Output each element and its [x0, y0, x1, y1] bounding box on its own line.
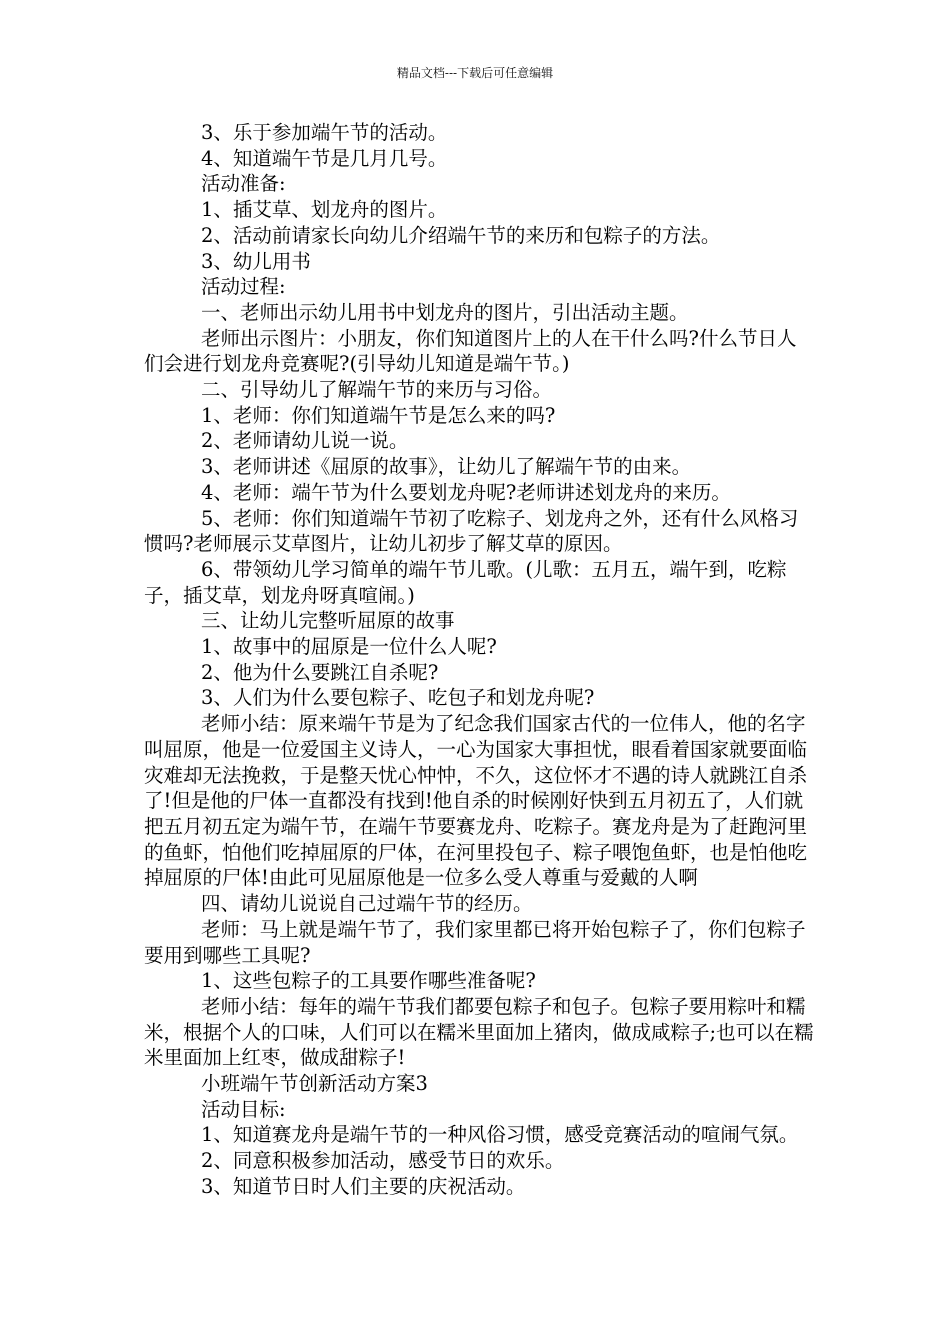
paragraph: 三、让幼儿完整听屈原的故事 [201, 609, 455, 633]
paragraph: 1、插艾草、划龙舟的图片。 [201, 198, 448, 222]
paragraph: 2、活动前请家长向幼儿介绍端午节的来历和包粽子的方法。 [201, 223, 721, 247]
paragraph: 5、老师：你们知道端午节初了吃粽子、划龙舟之外，还有什么风格习惯吗?老师展示艾草图片，让幼儿初步了解艾草的原因。 [144, 506, 799, 556]
paragraph: 2、他为什么要跳江自杀呢? [201, 660, 439, 684]
paragraph: 1、这些包粽子的工具要作哪些准备呢? [201, 969, 536, 993]
paragraph: 6、带领幼儿学习简单的端午节儿歌。(儿歌：五月五，端午到，吃粽子，插艾草，划龙舟呀真喧闹。) [144, 557, 787, 607]
paragraph: 老师出示图片：小朋友，你们知道图片上的人在干什么吗?什么节日人们会进行划龙舟竞赛呢?(引导幼儿知道是端午节。) [144, 326, 797, 376]
paragraph: 3、人们为什么要包粽子、吃包子和划龙舟呢? [201, 686, 595, 710]
paragraph: 3、乐于参加端午节的活动。 [201, 121, 448, 144]
paragraph: 四、请幼儿说说自己过端午节的经历。 [201, 892, 533, 916]
paragraph: 4、知道端午节是几月几号。 [201, 146, 448, 170]
paragraph: 老师：马上就是端午节了，我们家里都已将开始包粽子了，你们包粽子要用到哪些工具呢? [144, 917, 806, 967]
paragraph: 一、老师出示幼儿用书中划龙舟的图片，引出活动主题。 [201, 300, 689, 324]
section-heading: 活动目标: [201, 1097, 286, 1121]
paragraph: 2、老师请幼儿说一说。 [201, 429, 409, 453]
paragraph: 1、老师：你们知道端午节是怎么来的吗? [201, 403, 556, 427]
paragraph: 老师小结：每年的端午节我们都要包粽子和包子。包粽子要用粽叶和糯米，根据个人的口味，人们可以在糯米里面加上猪肉，做成咸粽子;也可以在糯米里面加上红枣，做成甜粽子! [144, 994, 814, 1070]
page-header: 精品文档---下载后可任意编辑 [396, 66, 554, 80]
paragraph: 3、知道节日时人们主要的庆祝活动。 [201, 1174, 526, 1198]
paragraph: 2、同意积极参加活动，感受节日的欢乐。 [201, 1149, 565, 1173]
paragraph: 3、幼儿用书 [201, 249, 311, 273]
paragraph: 3、老师讲述《屈原的故事》，让幼儿了解端午节的由来。 [201, 455, 692, 479]
paragraph: 1、故事中的屈原是一位什么人呢? [201, 635, 497, 659]
paragraph: 4、老师：端午节为什么要划龙舟呢?老师讲述划龙舟的来历。 [201, 480, 731, 504]
paragraph: 1、知道赛龙舟是端午节的一种风俗习惯，感受竞赛活动的喧闹气氛。 [201, 1123, 799, 1147]
document-body [144, 120, 814, 1200]
section-title: 小班端午节创新活动方案3 [201, 1072, 428, 1096]
paragraph: 二、引导幼儿了解端午节的来历与习俗。 [201, 378, 553, 402]
section-heading: 活动准备: [201, 172, 286, 196]
paragraph: 老师小结：原来端午节是为了纪念我们国家古代的一位伟人，他的名字叫屈原，他是一位爱国主义诗人，一心为国家大事担忧，眼看着国家就要面临灾难却无法挽救，于是整天忧心忡忡，不久，这位怀才不遇的诗人就跳江自杀了!但是他的尸体一直都没有找到!他自杀的时候刚好快到五月初五了，人们就把五月初五定为端午节，在端午节要赛龙舟、吃粽子。赛龙舟是为了赶跑河里的鱼虾，怕他们吃掉屈原的尸体，在河里投包子、粽子喂饱鱼虾，也是怕他吃掉屈原的尸体!由此可见屈原他是一位多么受人尊重与爱戴的人啊 [144, 712, 808, 890]
section-heading: 活动过程: [201, 275, 286, 299]
